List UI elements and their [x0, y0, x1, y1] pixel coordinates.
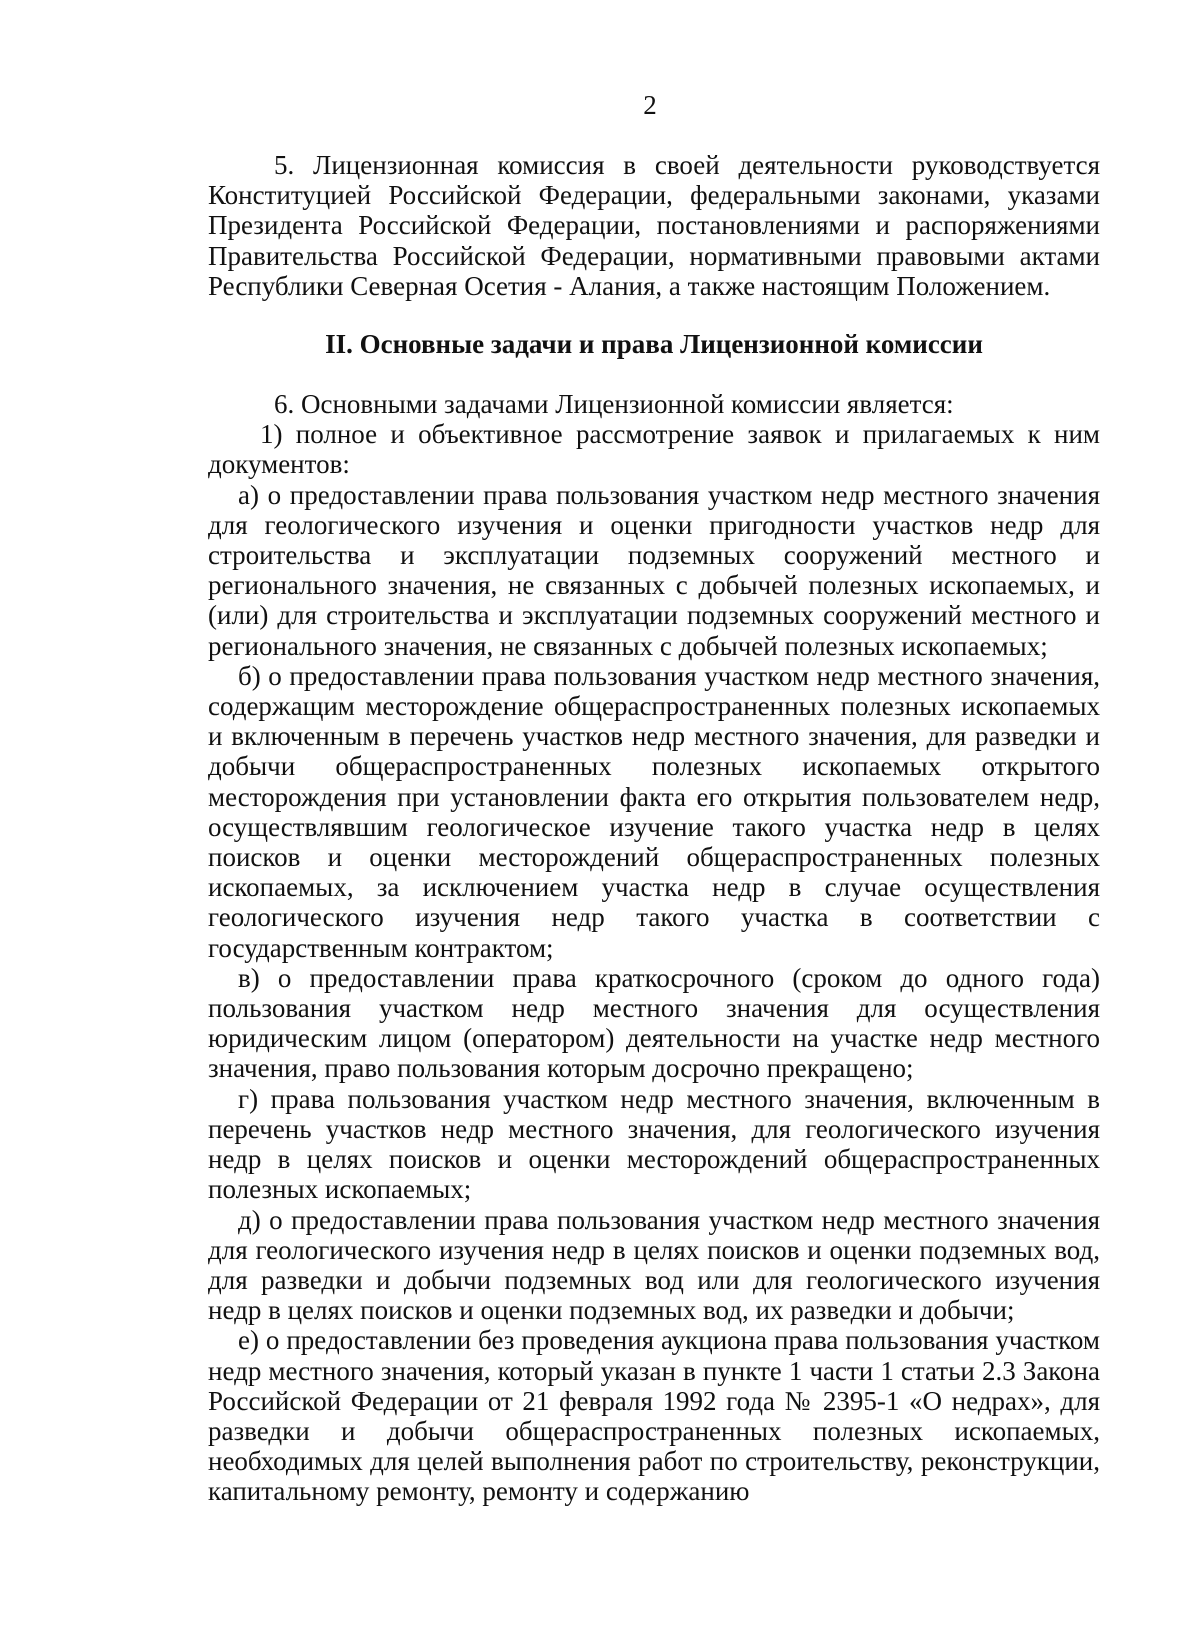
- paragraph-6-1-e: е) о предоставлении без проведения аукциона права пользования участком недр местного значения, который указан в пункте 1 части 1 статьи 2.3 Закона Российской Федерации от 21 февраля 1992 года № 2395-1 «О недрах», для разведки и добычи общераспространенных полезных ископаемых, необходимых для целей выполнения работ по строительству, реконструкции, капитальному ремонту, ремонту и содержанию: [208, 1325, 1100, 1507]
- paragraph-6-1: 1) полное и объективное рассмотрение заявок и прилагаемых к ним документов:: [208, 419, 1100, 480]
- paragraph-6-1-d: д) о предоставлении права пользования участком недр местного значения для геологического изучения недр в целях поисков и оценки подземных вод, для разведки и добычи подземных вод или для геологического изучения недр в целях поисков и оценки подземных вод, их разведки и добычи;: [208, 1204, 1100, 1326]
- paragraph-6: 6. Основными задачами Лицензионной комиссии является:: [274, 389, 954, 420]
- paragraph-6-1-b: б) о предоставлении права пользования участком недр местного значения, содержащим месторождение общераспространенных полезных ископаемых и включенным в перечень участков недр местного значения, для разведки и добычи общераспространенных полезных ископаемых открытого месторождения при установлении факта его открытия пользователем недр, осуществлявшим геологическое изучение такого участка недр в целях поисков и оценки месторождений общераспространенных полезных ископаемых, за исключением участка недр в случае осуществления геологического изучения недр такого участка в соответствии с государственным контрактом;: [208, 660, 1100, 963]
- paragraph-6-1-a: а) о предоставлении права пользования участком недр местного значения для геологического изучения и оценки пригодности участков недр для строительства и эксплуатации подземных сооружений местного и регионального значения, не связанных с добычей полезных ископаемых, и (или) для строительства и эксплуатации подземных сооружений местного и регионального значения, не связанных с добычей полезных ископаемых;: [208, 479, 1100, 661]
- paragraph-5: 5. Лицензионная комиссия в своей деятельности руководствуется Конституцией Российской Федерации, федеральными законами, указами Президента Российской Федерации, постановлениями и распоряжениями Правительства Российской Федерации, нормативными правовыми актами Республики Северная Осетия - Алания, а также настоящим Положением.: [208, 150, 1100, 301]
- paragraph-6-1-g: г) права пользования участком недр местного значения, включенным в перечень участков недр местного значения, для геологического изучения недр в целях поисков и оценки месторождений общераспространенных полезных ископаемых;: [208, 1083, 1100, 1205]
- paragraph-6-1-v: в) о предоставлении права краткосрочного (сроком до одного года) пользования участком недр местного значения для осуществления юридическим лицом (оператором) деятельности на участке недр местного значения, право пользования которым досрочно прекращено;: [208, 962, 1100, 1084]
- document-body: [208, 150, 1100, 1507]
- page-number: 2: [643, 90, 657, 120]
- section-title: II. Основные задачи и права Лицензионной комиссии: [325, 329, 983, 360]
